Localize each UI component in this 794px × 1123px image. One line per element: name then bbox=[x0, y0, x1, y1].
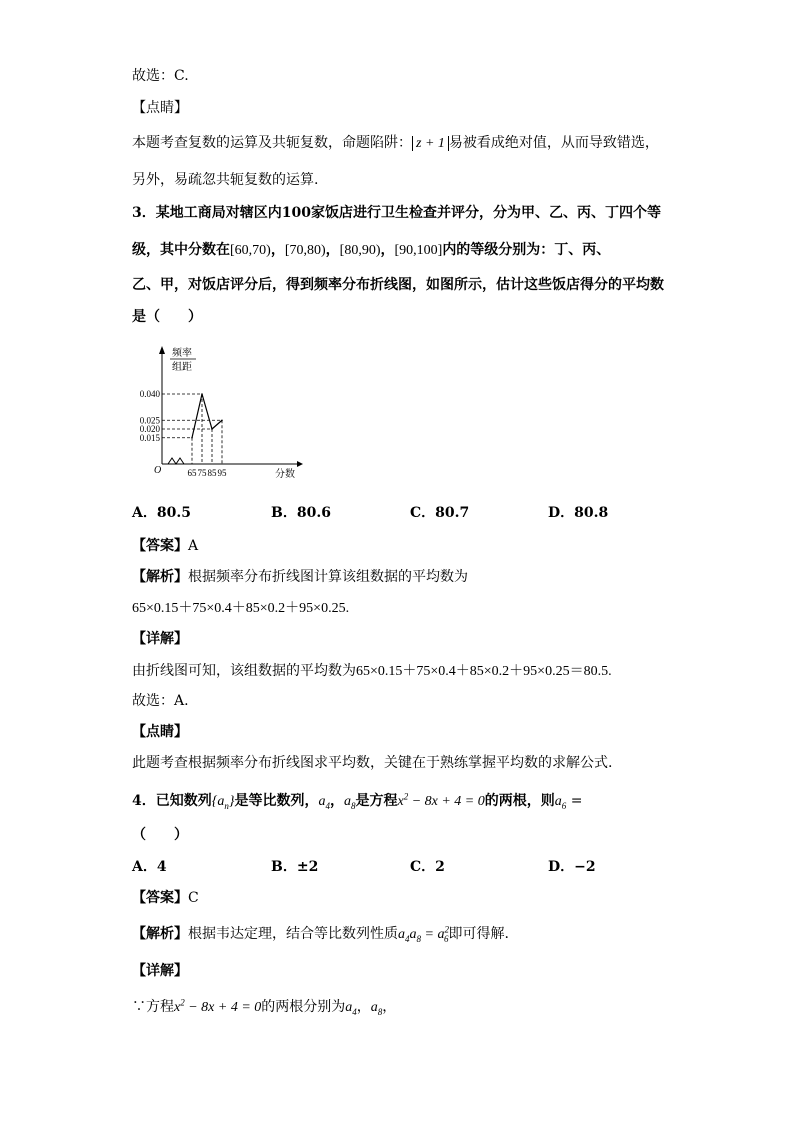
detail-formula: 65×0.15＋75×0.4＋85×0.2＋95×0.25＝80.5. bbox=[356, 664, 612, 679]
text-span: 易被看成绝对值，从而导致错选， bbox=[448, 135, 659, 151]
interval-4: [90,100] bbox=[394, 243, 443, 258]
option-letter: A． bbox=[132, 505, 157, 521]
option-letter: C． bbox=[410, 859, 436, 875]
q4-option-d[interactable] bbox=[548, 858, 596, 876]
q3-stem-line2 bbox=[132, 241, 610, 260]
term-a8 bbox=[371, 1000, 383, 1015]
var: a bbox=[318, 794, 326, 809]
heading-dianjing: 【点睛】 bbox=[132, 100, 188, 116]
eq-rest: − 8x + 4 = 0 bbox=[408, 794, 485, 809]
text-span: 本题考查复数的运算及共轭复数，命题陷阱： bbox=[132, 135, 412, 151]
sub: 6 bbox=[443, 933, 449, 944]
property-formula bbox=[398, 924, 449, 944]
equation bbox=[174, 997, 262, 1015]
q4-option-a[interactable] bbox=[132, 858, 167, 876]
y-tick-label-0.015: 0.015 bbox=[139, 432, 160, 443]
q4-detail-heading: 【详解】 bbox=[132, 963, 188, 979]
answer-value: C bbox=[188, 890, 199, 906]
analysis-label: 【解析】 bbox=[132, 569, 188, 585]
x-axis-arrow bbox=[297, 461, 303, 467]
q4-answer bbox=[132, 889, 199, 907]
option-letter: D． bbox=[548, 505, 575, 521]
q3-option-d[interactable] bbox=[548, 504, 608, 522]
q3-formula: 65×0.15＋75×0.4＋85×0.2＋95×0.25. bbox=[132, 601, 350, 616]
var: a bbox=[343, 794, 351, 809]
q3-answer bbox=[132, 537, 198, 555]
var: a bbox=[409, 927, 417, 942]
text-line-select-c: 故选：C. bbox=[132, 68, 189, 84]
option-value: 2 bbox=[435, 859, 445, 875]
q3-stem-line1: 3．某地工商局对辖区内100家饭店进行卫生检查并评分，分为甲、乙、丙、丁四个等 bbox=[132, 205, 661, 221]
option-letter: C． bbox=[410, 505, 436, 521]
x-tick-label-75: 75 bbox=[197, 468, 207, 478]
text-span: 级，其中分数在 bbox=[132, 242, 230, 258]
y-tick-label-0.040: 0.040 bbox=[139, 389, 160, 399]
separator: ， bbox=[325, 242, 340, 258]
text-span: 是等比数列， bbox=[234, 793, 319, 809]
var: x bbox=[397, 794, 404, 809]
text-span: 由折线图可知，该组数据的平均数为 bbox=[132, 663, 356, 679]
q3-option-a[interactable] bbox=[132, 504, 191, 522]
abs-expression: z + 1 bbox=[412, 136, 449, 151]
data-point-65 bbox=[191, 437, 193, 439]
data-point-75 bbox=[201, 393, 203, 395]
option-letter: B． bbox=[271, 859, 297, 875]
q3-detail-text bbox=[132, 662, 612, 681]
x-axis-label: 分数 bbox=[275, 469, 295, 480]
separator: ， bbox=[380, 242, 395, 258]
var: a bbox=[370, 1000, 378, 1015]
text-span: ∵方程 bbox=[132, 999, 174, 1015]
y-tick-label-0.020: 0.020 bbox=[139, 424, 160, 434]
answer-label: 【答案】 bbox=[132, 890, 188, 906]
answer-label: 【答案】 bbox=[132, 538, 188, 554]
analysis-text-end: 即可得解. bbox=[448, 926, 509, 942]
option-value: −2 bbox=[574, 859, 596, 875]
text-line-also: 另外，易疏忽共轭复数的运算. bbox=[132, 172, 319, 188]
term-a6 bbox=[555, 794, 567, 809]
sup: 2 bbox=[444, 924, 449, 935]
option-letter: D． bbox=[548, 859, 575, 875]
sub: 4 bbox=[352, 1006, 357, 1017]
q3-dianjing-text: 此题考查根据频率分布折线图求平均数，关键在于熟练掌握平均数的求解公式. bbox=[132, 755, 613, 771]
eq-rest: − 8x + 4 = 0 bbox=[184, 1000, 262, 1015]
q3-option-b[interactable] bbox=[271, 504, 331, 522]
q3-detail-heading: 【详解】 bbox=[132, 631, 188, 647]
term-a4 bbox=[318, 794, 330, 809]
sub: 8 bbox=[350, 800, 356, 811]
option-letter: A． bbox=[132, 859, 157, 875]
y-tick-label-0.025: 0.025 bbox=[139, 415, 160, 426]
text-span: 内的等级分别为：丁、丙、 bbox=[442, 242, 611, 258]
answer-value: A bbox=[188, 538, 199, 554]
seq-close: } bbox=[228, 794, 235, 809]
sub: 4 bbox=[325, 800, 330, 811]
data-point-95 bbox=[221, 419, 223, 421]
text-span: 的两根分别为 bbox=[261, 999, 346, 1015]
analysis-text: 根据韦达定理，结合等比数列性质 bbox=[188, 926, 398, 942]
separator: ， bbox=[329, 793, 344, 809]
q3-analysis bbox=[132, 568, 468, 586]
var: a bbox=[345, 1000, 353, 1015]
sequence-symbol bbox=[212, 794, 235, 809]
separator: ， bbox=[270, 242, 285, 258]
equals: = bbox=[566, 793, 583, 809]
q4-stem-line2: （ ） bbox=[132, 827, 188, 843]
x-tick-label-95: 95 bbox=[217, 468, 227, 478]
y-axis-label-top: 频率 bbox=[172, 348, 192, 359]
var: a bbox=[554, 794, 562, 809]
term-a8 bbox=[344, 794, 356, 809]
eq: = a bbox=[421, 927, 445, 942]
analysis-label: 【解析】 bbox=[132, 926, 188, 942]
q3-stem-line3: 乙、甲，对饭店评分后，得到频率分布折线图，如图所示，估计这些饭店得分的平均数 bbox=[132, 277, 664, 293]
y-axis-arrow bbox=[159, 346, 165, 354]
origin-label: O bbox=[154, 465, 162, 476]
analysis-text: 根据频率分布折线图计算该组数据的平均数为 bbox=[188, 569, 468, 585]
option-value: 80.8 bbox=[574, 505, 609, 521]
option-value: ±2 bbox=[296, 859, 319, 875]
q3-select: 故选：A. bbox=[132, 693, 189, 709]
q4-detail-line bbox=[132, 998, 396, 1017]
q4-stem-line1 bbox=[132, 792, 582, 811]
axis-break bbox=[168, 458, 184, 464]
q3-stem-line4: 是（ ） bbox=[132, 309, 202, 325]
seq-open: {a bbox=[211, 794, 225, 809]
x-tick-label-65: 65 bbox=[187, 468, 197, 478]
option-value: 4 bbox=[156, 859, 167, 875]
q4-option-c[interactable] bbox=[410, 858, 445, 876]
term-a4 bbox=[345, 1000, 357, 1015]
sup: 2 bbox=[180, 997, 185, 1008]
data-point-85 bbox=[211, 428, 213, 430]
sub: 8 bbox=[416, 933, 421, 944]
interval-3: [80,90) bbox=[339, 243, 381, 258]
interval-2: [70,80) bbox=[284, 243, 326, 258]
var: a bbox=[398, 927, 405, 942]
q4-analysis bbox=[132, 925, 509, 944]
x-tick-label-85: 85 bbox=[207, 468, 217, 478]
q3-option-c[interactable] bbox=[410, 504, 469, 522]
sub: 8 bbox=[377, 1006, 383, 1017]
text-span: 是方程 bbox=[355, 793, 398, 809]
option-letter: B． bbox=[271, 505, 297, 521]
text-line-conjugate bbox=[132, 134, 659, 152]
sup: 2 bbox=[403, 791, 409, 802]
equation bbox=[397, 791, 485, 809]
text-span: 4．已知数列 bbox=[132, 793, 212, 809]
text-span: 的两根，则 bbox=[484, 793, 555, 809]
q4-option-b[interactable] bbox=[271, 858, 318, 876]
q3-dianjing-heading: 【点睛】 bbox=[132, 724, 188, 740]
y-axis-label-bottom: 组距 bbox=[172, 362, 192, 373]
frequency-polygon-chart bbox=[132, 340, 312, 485]
interval-1: [60,70) bbox=[230, 243, 271, 258]
separator: ， bbox=[382, 999, 397, 1015]
option-value: 80.5 bbox=[156, 505, 191, 521]
option-value: 80.6 bbox=[296, 505, 331, 521]
sub: 6 bbox=[561, 800, 567, 811]
data-line bbox=[192, 394, 222, 438]
var: x bbox=[174, 1000, 181, 1015]
separator: ， bbox=[356, 999, 371, 1015]
sub: 4 bbox=[405, 933, 410, 944]
option-value: 80.7 bbox=[435, 505, 470, 521]
seq-sub: n bbox=[224, 800, 229, 811]
